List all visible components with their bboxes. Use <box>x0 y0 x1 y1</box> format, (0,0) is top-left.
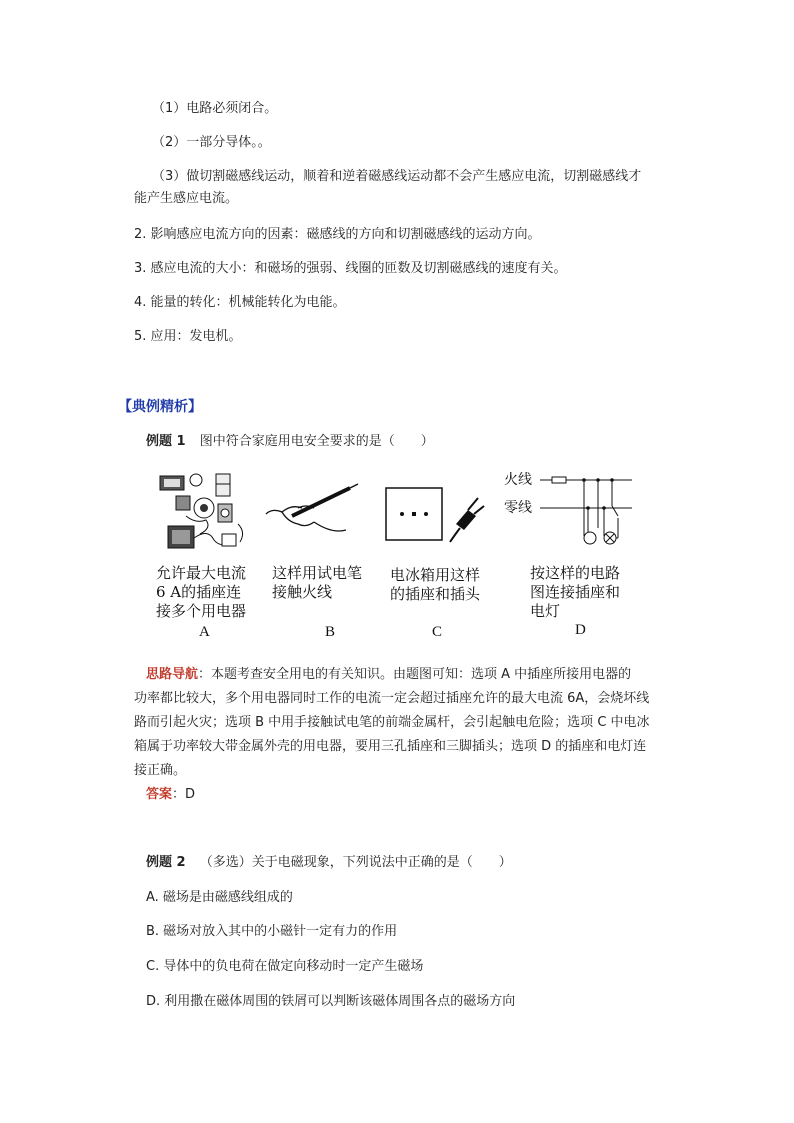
example1-question-line <box>146 433 434 451</box>
condition-1: （1）电路必须闭合。 <box>152 101 278 116</box>
live-wire-label: 火线 <box>504 472 532 488</box>
answer-line <box>146 786 195 804</box>
analysis-line-4: 箱属于功率较大带金属外壳的用电器，要用三孔插座和三脚插头；选项 D 的插座和电灯连 <box>134 739 647 754</box>
analysis-line-5: 接正确。 <box>134 763 187 778</box>
neutral-wire-label: 零线 <box>504 500 532 516</box>
example2-label: 例题 2 <box>146 855 186 870</box>
figure-a-appliances <box>156 468 256 558</box>
caption-b <box>272 564 362 602</box>
example2-option-c: C. 导体中的负电荷在做定向移动时一定产生磁场 <box>146 959 424 974</box>
caption-d-line-2: 图连接插座和 <box>530 583 621 601</box>
option-letter-c: C <box>432 624 443 640</box>
caption-b-line-2: 接触火线 <box>272 583 333 601</box>
point-3: 3. 感应电流的大小：和磁场的强弱、线圈的匝数及切割磁感线的速度有关。 <box>134 261 567 276</box>
point-4: 4. 能量的转化：机械能转化为电能。 <box>134 295 346 310</box>
caption-a-line-3: 接多个用电器 <box>156 602 247 620</box>
analysis-line-1 <box>146 666 631 684</box>
condition-3-cont: 能产生感应电流。 <box>134 191 239 206</box>
caption-a <box>156 564 246 621</box>
example2-question-line <box>146 854 512 872</box>
analysis-line-2: 功率都比较大，多个用电器同时工作的电流一定会超过插座允许的最大电流 6A，会烧坏线 <box>134 691 650 706</box>
caption-b-line-1: 这样用试电笔 <box>272 564 363 582</box>
analysis-text-1: ：本题考查安全用电的有关知识。由题图可知：选项 A 中插座所接用电器的 <box>198 667 632 682</box>
analysis-line-3: 路而引起火灾；选项 B 中用手接触试电笔的前端金属杆，会引起触电危险；选项 C 中电冰 <box>134 715 650 730</box>
example1-label: 例题 1 <box>146 434 186 449</box>
point-5: 5. 应用：发电机。 <box>134 329 242 344</box>
caption-d <box>530 564 620 621</box>
caption-d-line-1: 按这样的电路 <box>530 564 621 582</box>
figure-b-test-pen <box>262 478 362 538</box>
option-letter-d: D <box>575 622 586 638</box>
caption-c-line-2: 的插座和插头 <box>390 585 481 603</box>
example2-option-d: D. 利用撒在磁体周围的铁屑可以判断该磁体周围各点的磁场方向 <box>146 994 516 1009</box>
condition-2: （2）一部分导体。。 <box>152 135 271 150</box>
caption-c-line-1: 电冰箱用这样 <box>390 566 481 584</box>
example2-option-b: B. 磁场对放入其中的小磁针一定有力的作用 <box>146 924 398 939</box>
condition-3: （3）做切割磁感线运动，顺着和逆着磁感线运动都不会产生感应电流，切割磁感线才 <box>152 169 642 184</box>
option-letter-b: B <box>325 624 336 640</box>
figure-d-circuit <box>500 466 640 556</box>
caption-d-line-3: 电灯 <box>530 602 561 620</box>
example2-question: （多选）关于电磁现象，下列说法中正确的是（ ） <box>199 855 512 870</box>
section-title: 【典例精析】 <box>118 399 202 415</box>
example2-option-a: A. 磁场是由磁感线组成的 <box>146 890 293 905</box>
example1-question: 图中符合家庭用电安全要求的是（ ） <box>199 434 434 449</box>
caption-a-line-1: 允许最大电流 <box>156 564 247 582</box>
answer-value: ：D <box>172 787 196 802</box>
caption-c <box>390 566 480 604</box>
analysis-label: 思路导航 <box>146 667 199 682</box>
point-2: 2. 影响感应电流方向的因素：磁感线的方向和切割磁感线的运动方向。 <box>134 227 541 242</box>
option-letter-a: A <box>199 624 210 640</box>
answer-label: 答案 <box>146 787 173 802</box>
figure-c-socket-plug <box>384 484 494 544</box>
caption-a-line-2: 6 A的插座连 <box>156 583 242 601</box>
